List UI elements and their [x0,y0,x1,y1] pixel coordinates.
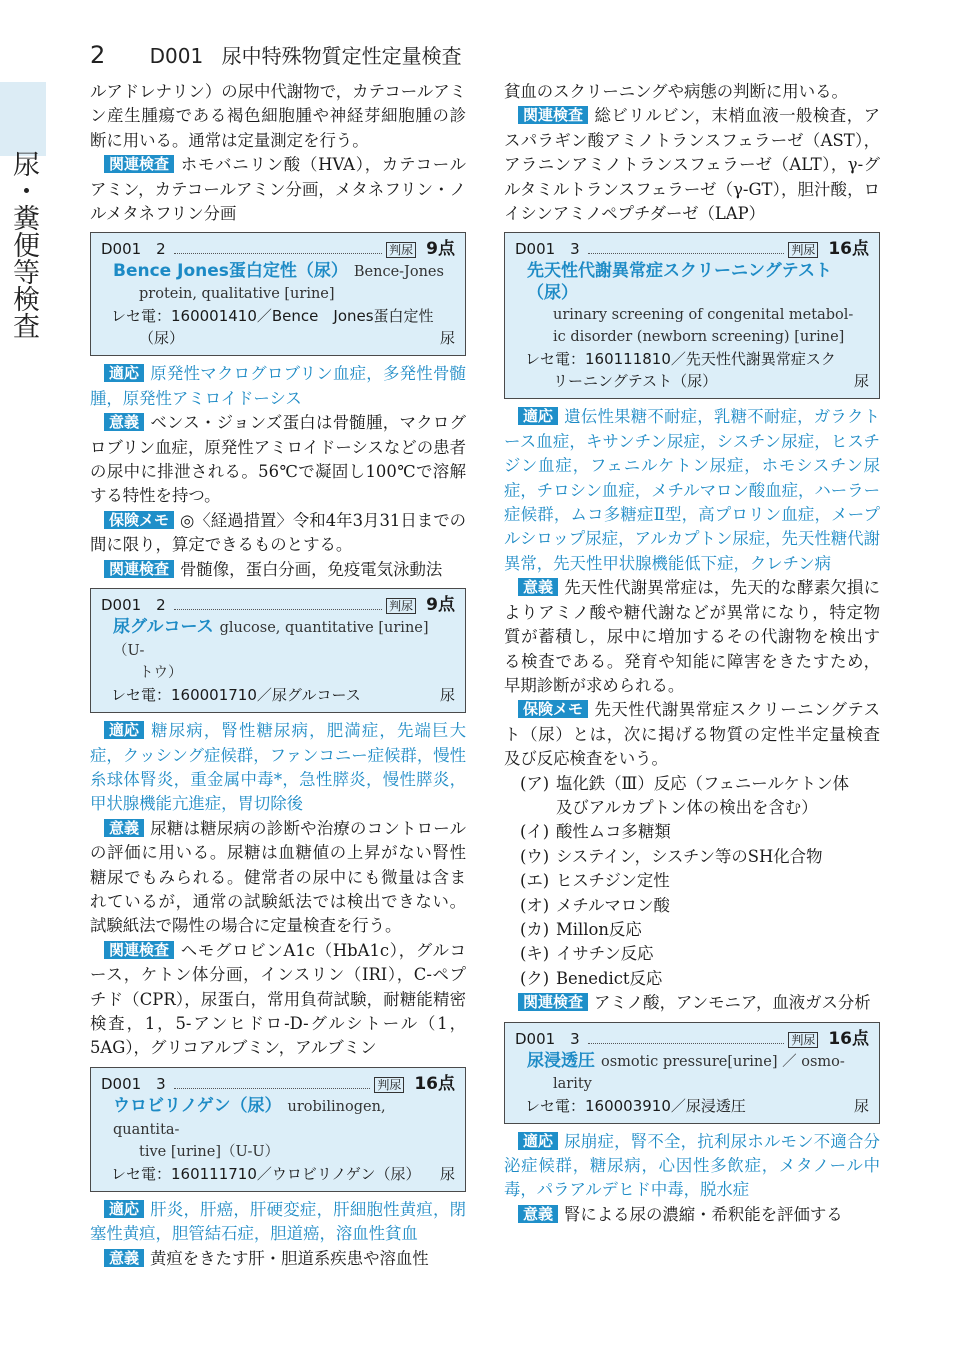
test-name-en-cont: larity [553,1075,592,1092]
significance-paragraph [90,411,466,509]
specimen: 尿 [439,329,455,348]
test-name-en-cont: tive [urine]（U-U） [139,1143,280,1160]
leader-dots [174,609,382,610]
related-paragraph [504,991,880,1015]
related-tag: 関連検査 [104,941,174,959]
list-item [520,967,880,991]
indication-text: 糖尿病，腎性糖尿病，肥満症，先端巨大症，クッシング症候群，ファンコニー症候群，慢性糸球体腎炎，重金属中毒*，急性膵炎，慢性膵炎，甲状腺機能亢進症，胃切除後 [90,721,466,814]
specimen: 尿 [439,686,455,705]
test-box-urine-osmolality [504,1022,880,1124]
test-code: D001 2 [101,240,166,259]
leader-dots [588,253,785,254]
list-marker: (イ) [520,822,550,842]
list-item-text: イサチン反応 [556,944,654,964]
list-marker: (キ) [520,944,550,964]
test-box-urine-glucose [90,588,466,713]
rece-code: レセ電：160111810／先天性代謝異常症スク [525,350,836,369]
list-marker: (エ) [520,871,550,891]
list-item [520,845,880,869]
rece-code: レセ電：160001710／尿グルコース [111,686,361,705]
significance-text: 尿糖は糖尿病の診断や治療のコントロールの評価に用いる。尿糖は血糖値の上昇がない腎性糖尿でもみられる。健常者の尿中にも微量は含まれているが，通常の試験紙法では検出できない。試験紙法で陽性の場合に定量検査を行う。 [90,818,466,936]
insurance-memo-text: ◎〈経過措置〉令和4年3月31日までの間に限り，算定できるものとする。 [90,510,466,555]
related-text: 総ビリルビン，末梢血液一般検査，アスパラギン酸アミノトランスフェラーゼ（AST），アラニンアミノトランスフェラーゼ（ALT），γ-グルタミルトランスフェラーゼ（γ-GT），胆汁酸，ロイシンアミノペプチダーゼ（LAP） [504,106,880,224]
left-column [90,80,466,1271]
right-intro-text: 貧血のスクリーニングや病態の判断に用いる。 [504,82,848,101]
list-item-text: ヒスチジン定性 [556,871,670,891]
test-box-congenital-screening [504,232,880,399]
test-name-jp: 尿浸透圧 [527,1050,595,1071]
list-item-text: Millon反応 [556,919,642,939]
test-name-en: osmotic pressure[urine] ／ osmo- [601,1053,845,1070]
related-tag: 関連検査 [518,993,588,1011]
significance-text: 黄疸をきたす肝・胆道系疾患や溶血性 [150,1248,429,1268]
significance-tag: 意義 [518,578,558,596]
list-marker: (ク) [520,968,550,988]
related-text: ホモバニリン酸（HVA），カテコールアミン，カテコールアミン分画，メタネフリン・ノルメタネフリン分画 [90,155,466,224]
list-item-text: 塩化鉄（Ⅲ）反応（フェニールケトン体 [556,773,849,793]
indication-text: 遺伝性果糖不耐症，乳糖不耐症，ガラクトース血症，キサンチン尿症，シスチン尿症，ヒスチジン血症，フェニルケトン尿症，ホモシスチン尿症，チロシン血症，メチルマロン酸血症，ハーラー症候群，ムコ多糖症Ⅱ型，高プロリン血症，メープルシロップ尿症，アルカプトン尿症，先天性糖代謝異常，先天性甲状腺機能低下症，クレチン病 [504,407,880,573]
page-header [90,40,462,69]
indication-text: 尿崩症，腎不全，抗利尿ホルモン不適合分泌症候群，糖尿病，心因性多飲症，メタノール中毒，パラアルデヒド中毒，脱水症 [504,1131,880,1200]
rece-code-cont: （尿） [139,329,185,348]
test-box-urobilinogen [90,1067,466,1192]
indication-tag: 適応 [104,364,144,382]
list-marker: (オ) [520,895,550,915]
insurance-memo-tag: 保険メモ [104,511,174,529]
test-box-bence-jones [90,232,466,356]
indication-tag: 適応 [518,407,558,425]
hanno-badge: 判尿 [386,598,416,614]
significance-tag: 意義 [104,1249,144,1267]
list-item-text: システイン，シスチン等のSH化合物 [556,846,823,866]
indication-paragraph [90,1198,466,1247]
test-name-jp: Bence Jones蛋白定性（尿） [113,261,348,282]
list-marker: (カ) [520,919,550,939]
list-item [520,894,880,918]
related-text: 骨髄像，蛋白分画，免疫電気泳動法 [180,559,443,579]
test-name-en: urobilinogen, quantita- [113,1098,386,1138]
indication-text: 肝炎，肝癌，肝硬変症，肝細胞性黄疸，閉塞性黄疸，胆管結石症，胆道癌，溶血性貧血 [90,1199,466,1244]
right-intro-related [504,104,880,226]
indication-paragraph [90,362,466,411]
hanno-badge: 判尿 [374,1077,404,1093]
list-item-text-cont: 及びアルカプトン体の検出を含む） [556,797,818,817]
list-item [520,942,880,966]
test-code: D001 3 [515,1029,580,1048]
test-name-en: Bence-Jones [353,264,444,281]
significance-tag: 意義 [518,1205,558,1223]
significance-text: ベンス・ジョンズ蛋白は骨髄腫，マクログロブリン血症，原発性アミロイドーシスなどの患者の尿中に排泄される。56℃で凝固し100℃で溶解する特性を持つ。 [90,413,466,506]
test-points: 9点 [426,595,455,616]
side-tab-marker [0,82,46,156]
list-item [520,918,880,942]
related-tag: 関連検査 [104,560,174,578]
leader-dots [174,1088,371,1089]
related-tag: 関連検査 [104,155,174,173]
indication-tag: 適応 [104,1200,144,1218]
significance-tag: 意義 [104,413,144,431]
rece-code: レセ電：160001410／Bence Jones蛋白定性 [111,307,434,326]
section-side-label: 尿・糞便等検査 [8,150,39,339]
indication-paragraph [504,1130,880,1203]
significance-paragraph [504,1203,880,1227]
significance-tag: 意義 [104,819,144,837]
test-code: D001 2 [101,596,166,615]
hanno-badge: 判尿 [788,242,818,258]
test-name-jp: 尿グルコース [113,617,214,638]
specimen: 尿 [853,1096,869,1115]
left-intro-text: ルアドレナリン）の尿中代謝物で，カテコールアミン産生腫瘍である褐色細胞腫や神経芽細胞腫の診断に用いる。通常は定量測定を行う。 [90,82,466,150]
significance-paragraph [504,576,880,698]
list-item-text: Benedict反応 [556,968,663,988]
header-code: D001 [149,44,204,68]
hanno-badge: 判尿 [386,242,416,258]
right-column [504,80,880,1227]
insurance-memo-text: 先天性代謝異常症スクリーニングテスト（尿）とは，次に掲げる物質の定性半定量検査及び反応検査をいう。 [504,700,880,769]
insurance-memo-paragraph [90,509,466,558]
page-number: 2 [90,41,106,69]
significance-paragraph [90,1247,466,1271]
related-tag: 関連検査 [518,106,588,124]
test-name-en: urinary screening of congenital metabol- [553,307,854,324]
specimen: 尿 [439,1164,455,1183]
list-marker: (ア) [520,773,550,793]
rece-code: レセ電：160003910／尿浸透圧 [525,1096,746,1115]
test-name-jp: 先天性代謝異常症スクリーニングテスト（尿） [527,261,832,304]
related-paragraph [90,558,466,582]
related-text: ヘモグロビンA1c（HbA1c），グルコース，ケトン体分画，インスリン（IRI），C-ペプチド（CPR），尿蛋白，常用負荷試験，耐糖能精密検査，1，5-アンヒドロ-D-グルシトール（1，5AG），グリコアルブミン，アルブミン [90,940,466,1058]
hanno-badge: 判尿 [788,1032,818,1048]
list-marker: (ウ) [520,846,550,866]
insurance-memo-paragraph [504,698,880,771]
indication-tag: 適応 [518,1132,558,1150]
leader-dots [588,1043,785,1044]
indication-paragraph [90,719,466,817]
insurance-memo-tag: 保険メモ [518,700,588,718]
rece-code-cont: リーニングテスト（尿） [553,372,718,391]
list-item [520,869,880,893]
test-points: 9点 [426,239,455,260]
test-name-jp: ウロビリノゲン（尿） [113,1095,282,1116]
test-name-en-cont: protein, qualitative [urine] [139,286,335,303]
substance-list [520,772,880,992]
list-item [520,820,880,844]
list-item [520,772,880,796]
indication-tag: 適応 [104,721,144,739]
significance-text: 先天性代謝異常症は，先天的な酵素欠損によりアミノ酸や糖代謝などが異常になり，特定物質が蓄積し，尿中に増加するその代謝物を検出する検査である。発育や知能に障害をきたすため，早期診断が求められる。 [504,578,880,695]
test-code: D001 3 [101,1074,166,1093]
indication-text: 原発性マクログロブリン血症，多発性骨髄腫，原発性アミロイドーシス [90,364,466,408]
list-item-text: 酸性ムコ多糖類 [556,822,671,842]
test-code: D001 3 [515,240,580,259]
significance-paragraph [90,817,466,939]
test-name-en-cont: ic disorder (newborn screening) [urine] [553,329,845,346]
test-points: 16点 [828,239,869,260]
specimen: 尿 [853,372,869,391]
test-name-en: glucose, quantitative [urine]（U- [113,620,429,660]
test-points: 16点 [414,1073,455,1094]
related-paragraph [90,939,466,1061]
test-points: 16点 [828,1028,869,1049]
significance-text: 腎による尿の濃縮・希釈能を評価する [564,1204,843,1224]
indication-paragraph [504,405,880,576]
leader-dots [174,253,382,254]
left-intro-related [90,153,466,226]
test-name-en-cont: トウ） [139,665,183,682]
list-item-text: メチルマロン酸 [556,895,670,915]
rece-code: レセ電：160111710／ウロビリノゲン（尿） [111,1164,421,1183]
header-title: 尿中特殊物質定性定量検査 [221,44,462,68]
related-text: アミノ酸，アンモニア，血液ガス分析 [594,993,871,1013]
